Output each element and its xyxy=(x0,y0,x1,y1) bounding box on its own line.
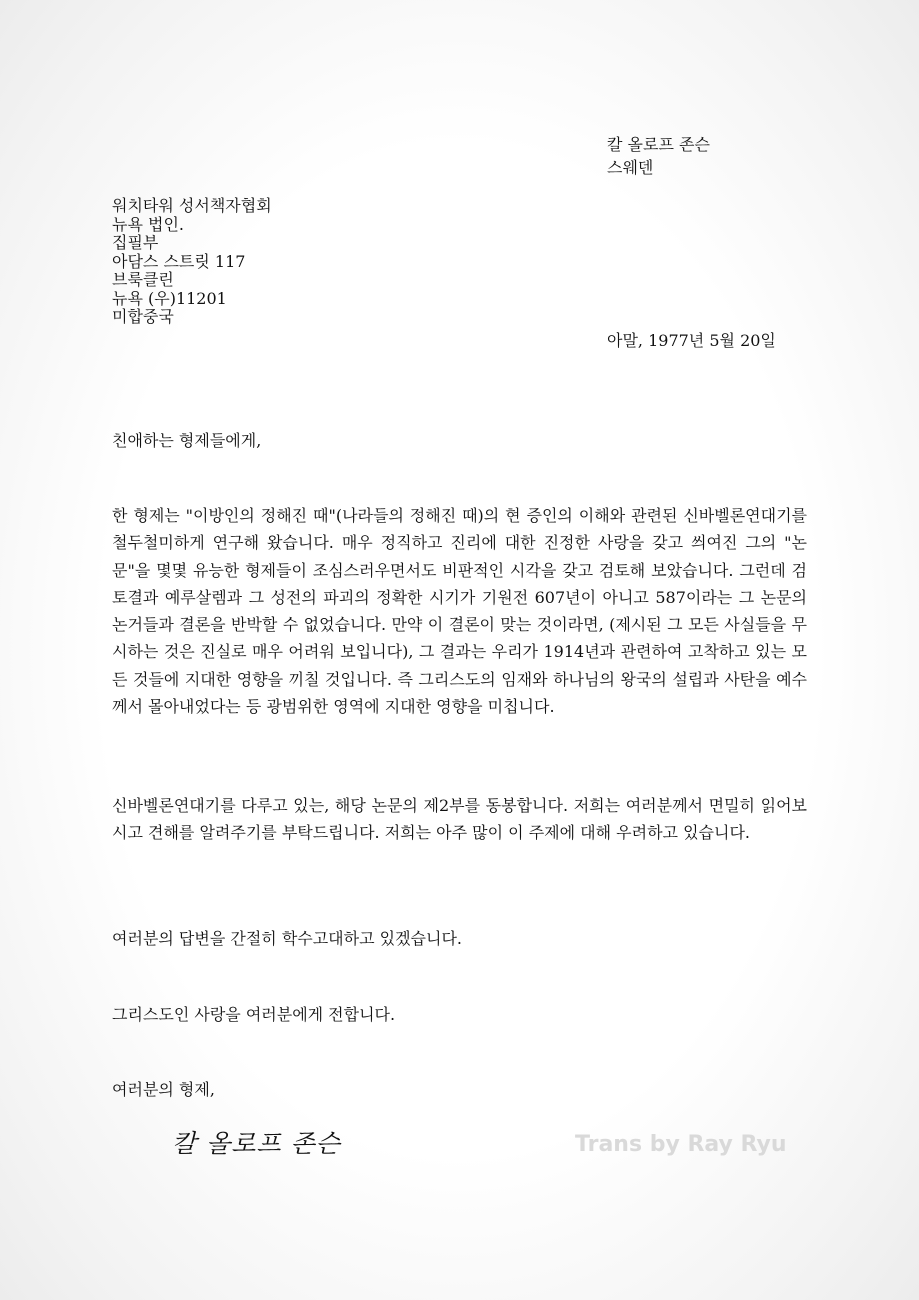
recipient-line: 미합중국 xyxy=(112,307,174,326)
translator-watermark: Trans by Ray Ryu xyxy=(575,1132,787,1157)
recipient-line: 뉴욕 법인. xyxy=(112,214,184,234)
recipient-line: 아담스 스트릿 117 xyxy=(112,251,246,271)
sender-country: 스웨덴 xyxy=(607,158,654,177)
recipient-address xyxy=(112,197,272,327)
recipient-line: 브룩클린 xyxy=(112,270,174,289)
salutation: 친애하는 형제들에게, xyxy=(112,431,262,450)
body-paragraph: 한 형제는 "이방인의 정해진 때"(나라들의 정해진 때)의 현 증인의 이해와 관련된 신바벨론연대기를 철두철미하게 연구해 왔습니다. 매우 정직하고 진리에 대한 진정한 사랑을 갖고 씌여진 그의 "논문"을 몇몇 유능한 형제들이 조심스러우면서도 비판적인 시각을 갖고 검토해 보았습니다. 그런데 검토결과 예루살렘과 그 성전의 파괴의 정확한 시기가 기원전 607년이 아니고 587이라는 그 논문의 논거들과 결론을 반박할 수 없었습니다. 만약 이 결론이 맞는 것이라면, (제시된 그 모든 사실들을 무시하는 것은 진실로 매우 어려워 보입니다), 그 결과는 우리가 1914년과 관련하여 고착하고 있는 모든 것들에 지대한 영향을 끼칠 것입니다. 즉 그리스도의 임재와 하나님의 왕국의 설립과 사탄을 예수께서 몰아내었다는 등 광범위한 영역에 지대한 영향을 미칩니다. xyxy=(112,506,807,717)
sender-name: 칼 올로프 존슨 xyxy=(607,135,710,154)
body-paragraph: 여러분의 답변을 간절히 학수고대하고 있겠습니다. xyxy=(112,929,463,948)
sender-block xyxy=(607,133,710,179)
recipient-line: 뉴욕 (우)11201 xyxy=(112,288,227,308)
recipient-line: 워치타워 성서책자협회 xyxy=(112,196,272,215)
body-paragraph: 그리스도인 사랑을 여러분에게 전합니다. xyxy=(112,1005,396,1024)
closing: 여러분의 형제, xyxy=(112,1080,215,1099)
letter-date: 아말, 1977년 5월 20일 xyxy=(607,331,776,350)
recipient-line: 집필부 xyxy=(112,233,159,252)
body-paragraph: 신바벨론연대기를 다루고 있는, 해당 논문의 제2부를 동봉합니다. 저희는 여러분께서 면밀히 읽어보시고 견해를 알려주기를 부탁드립니다. 저희는 아주 많이 이 주제에 대해 우려하고 있습니다. xyxy=(112,796,807,843)
handwritten-signature: 칼 올로프 존슨 xyxy=(172,1129,341,1158)
